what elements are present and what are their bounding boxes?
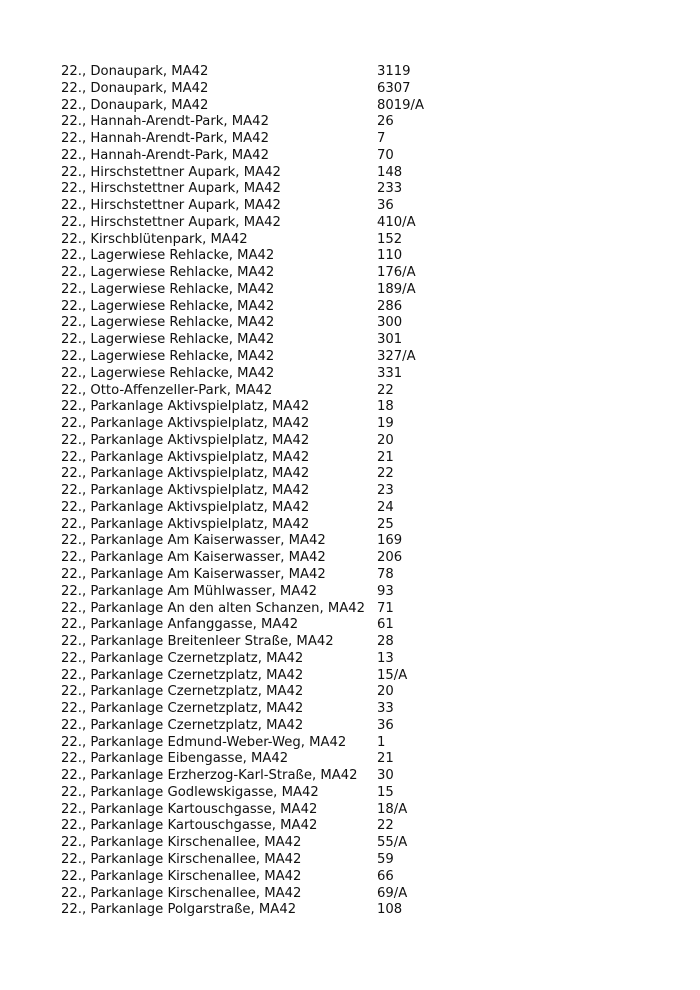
- location-text: 22., Hirschstettner Aupark, MA42: [61, 181, 281, 197]
- list-item: [61, 718, 661, 735]
- location-text: 22., Parkanlage Czernetzplatz, MA42: [61, 667, 304, 683]
- number-text: 233: [377, 181, 403, 197]
- list-item: [61, 349, 661, 366]
- list-item: [61, 215, 661, 232]
- location-text: 22., Lagerwiese Rehlacke, MA42: [61, 281, 275, 297]
- list-item: [61, 533, 661, 550]
- location-text: 22., Parkanlage Kirschenallee, MA42: [61, 868, 302, 884]
- location-text: 22., Donaupark, MA42: [61, 80, 209, 96]
- list-item: [61, 332, 661, 349]
- list-item: [61, 148, 661, 165]
- location-text: 22., Parkanlage Aktivspielplatz, MA42: [61, 466, 310, 482]
- list-item: [61, 399, 661, 416]
- location-text: 22., Parkanlage Czernetzplatz, MA42: [61, 701, 304, 717]
- list-item: [61, 483, 661, 500]
- list-item: [61, 64, 661, 81]
- list-item: [61, 902, 661, 919]
- location-text: 22., Parkanlage Aktivspielplatz, MA42: [61, 399, 310, 415]
- number-text: 24: [377, 499, 394, 515]
- list-item: [61, 818, 661, 835]
- number-text: 69/A: [377, 885, 408, 901]
- location-text: 22., Donaupark, MA42: [61, 64, 209, 79]
- number-text: 30: [377, 768, 394, 784]
- location-text: 22., Parkanlage Edmund-Weber-Weg, MA42: [61, 734, 347, 750]
- number-text: 22: [377, 818, 394, 834]
- list-item: [61, 517, 661, 534]
- number-text: 108: [377, 902, 403, 918]
- number-text: 22: [377, 382, 394, 398]
- number-text: 110: [377, 248, 403, 264]
- number-text: 21: [377, 751, 394, 767]
- list-item: [61, 802, 661, 819]
- list-item: [61, 131, 661, 148]
- location-text: 22., Parkanlage Am Kaiserwasser, MA42: [61, 566, 326, 582]
- number-text: 206: [377, 550, 403, 566]
- location-text: 22., Parkanlage Am Mühlwasser, MA42: [61, 583, 318, 599]
- list-item: [61, 852, 661, 869]
- list-item: [61, 601, 661, 618]
- number-text: 20: [377, 684, 394, 700]
- location-text: 22., Parkanlage Eibengasse, MA42: [61, 751, 289, 767]
- number-text: 36: [377, 198, 394, 214]
- list-item: [61, 835, 661, 852]
- number-text: 21: [377, 449, 394, 465]
- list-item: [61, 886, 661, 903]
- number-text: 8019/A: [377, 97, 425, 113]
- location-text: 22., Parkanlage Polgarstraße, MA42: [61, 902, 297, 918]
- location-text: 22., Parkanlage Breitenleer Straße, MA42: [61, 634, 334, 650]
- location-text: 22., Lagerwiese Rehlacke, MA42: [61, 298, 275, 314]
- location-text: 22., Parkanlage Am Kaiserwasser, MA42: [61, 550, 326, 566]
- number-text: 301: [377, 332, 403, 348]
- number-text: 22: [377, 466, 394, 482]
- list-item: [61, 181, 661, 198]
- number-text: 26: [377, 114, 394, 130]
- list-item: [61, 651, 661, 668]
- list-item: [61, 165, 661, 182]
- location-text: 22., Hannah-Arendt-Park, MA42: [61, 131, 269, 147]
- list-item: [61, 500, 661, 517]
- location-text: 22., Hirschstettner Aupark, MA42: [61, 164, 281, 180]
- list-item: [61, 383, 661, 400]
- location-text: 22., Lagerwiese Rehlacke, MA42: [61, 332, 275, 348]
- list-item: [61, 617, 661, 634]
- location-text: 22., Parkanlage Aktivspielplatz, MA42: [61, 416, 310, 432]
- location-text: 22., Parkanlage An den alten Schanzen, MA42: [61, 600, 366, 616]
- number-text: 19: [377, 416, 394, 432]
- number-text: 327/A: [377, 349, 416, 365]
- list-item: [61, 785, 661, 802]
- number-text: 152: [377, 231, 403, 247]
- list-item: [61, 299, 661, 316]
- location-text: 22., Parkanlage Anfanggasse, MA42: [61, 617, 299, 633]
- number-text: 176/A: [377, 265, 416, 281]
- location-text: 22., Lagerwiese Rehlacke, MA42: [61, 365, 275, 381]
- list-item: [61, 450, 661, 467]
- list-item: [61, 248, 661, 265]
- number-text: 61: [377, 617, 394, 633]
- list-item: [61, 634, 661, 651]
- location-text: 22., Hirschstettner Aupark, MA42: [61, 198, 281, 214]
- number-text: 36: [377, 717, 394, 733]
- number-text: 13: [377, 650, 394, 666]
- list-item: [61, 232, 661, 249]
- location-text: 22., Parkanlage Aktivspielplatz, MA42: [61, 516, 310, 532]
- document-list: [61, 64, 661, 919]
- location-text: 22., Parkanlage Kirschenallee, MA42: [61, 835, 302, 851]
- location-text: 22., Lagerwiese Rehlacke, MA42: [61, 248, 275, 264]
- location-text: 22., Parkanlage Kartouschgasse, MA42: [61, 801, 318, 817]
- list-item: [61, 315, 661, 332]
- list-item: [61, 668, 661, 685]
- list-item: [61, 466, 661, 483]
- location-text: 22., Otto-Affenzeller-Park, MA42: [61, 382, 273, 398]
- number-text: 70: [377, 147, 394, 163]
- number-text: 25: [377, 516, 394, 532]
- number-text: 410/A: [377, 214, 416, 230]
- location-text: 22., Parkanlage Kartouschgasse, MA42: [61, 818, 318, 834]
- list-item: [61, 701, 661, 718]
- location-text: 22., Parkanlage Aktivspielplatz, MA42: [61, 499, 310, 515]
- list-item: [61, 265, 661, 282]
- location-text: 22., Parkanlage Kirschenallee, MA42: [61, 885, 302, 901]
- list-item: [61, 768, 661, 785]
- number-text: 18/A: [377, 801, 408, 817]
- location-text: 22., Parkanlage Aktivspielplatz, MA42: [61, 449, 310, 465]
- location-text: 22., Donaupark, MA42: [61, 97, 209, 113]
- number-text: 23: [377, 483, 394, 499]
- location-text: 22., Lagerwiese Rehlacke, MA42: [61, 349, 275, 365]
- list-item: [61, 114, 661, 131]
- number-text: 331: [377, 365, 403, 381]
- number-text: 286: [377, 298, 403, 314]
- location-text: 22., Kirschblütenpark, MA42: [61, 231, 248, 247]
- location-text: 22., Hannah-Arendt-Park, MA42: [61, 147, 269, 163]
- number-text: 78: [377, 566, 394, 582]
- list-item: [61, 684, 661, 701]
- list-item: [61, 416, 661, 433]
- location-text: 22., Parkanlage Aktivspielplatz, MA42: [61, 432, 310, 448]
- number-text: 189/A: [377, 281, 416, 297]
- number-text: 28: [377, 634, 394, 650]
- number-text: 15: [377, 784, 394, 800]
- list-item: [61, 81, 661, 98]
- number-text: 71: [377, 600, 394, 616]
- list-item: [61, 751, 661, 768]
- location-text: 22., Parkanlage Czernetzplatz, MA42: [61, 650, 304, 666]
- list-item: [61, 735, 661, 752]
- list-item: [61, 282, 661, 299]
- location-text: 22., Hirschstettner Aupark, MA42: [61, 214, 281, 230]
- list-item: [61, 869, 661, 886]
- number-text: 1: [377, 734, 386, 750]
- location-text: 22., Hannah-Arendt-Park, MA42: [61, 114, 269, 130]
- number-text: 18: [377, 399, 394, 415]
- location-text: 22., Parkanlage Czernetzplatz, MA42: [61, 684, 304, 700]
- number-text: 55/A: [377, 835, 408, 851]
- number-text: 300: [377, 315, 403, 331]
- number-text: 33: [377, 701, 394, 717]
- list-item: [61, 567, 661, 584]
- number-text: 15/A: [377, 667, 408, 683]
- location-text: 22., Lagerwiese Rehlacke, MA42: [61, 265, 275, 281]
- number-text: 66: [377, 868, 394, 884]
- number-text: 148: [377, 164, 403, 180]
- number-text: 3119: [377, 64, 411, 79]
- number-text: 7: [377, 131, 386, 147]
- number-text: 20: [377, 432, 394, 448]
- location-text: 22., Parkanlage Godlewskigasse, MA42: [61, 784, 319, 800]
- location-text: 22., Parkanlage Kirschenallee, MA42: [61, 851, 302, 867]
- number-text: 6307: [377, 80, 411, 96]
- location-text: 22., Lagerwiese Rehlacke, MA42: [61, 315, 275, 331]
- number-text: 59: [377, 851, 394, 867]
- list-item: [61, 98, 661, 115]
- location-text: 22., Parkanlage Aktivspielplatz, MA42: [61, 483, 310, 499]
- list-item: [61, 584, 661, 601]
- list-item: [61, 366, 661, 383]
- list-item: [61, 550, 661, 567]
- list-item: [61, 433, 661, 450]
- number-text: 93: [377, 583, 394, 599]
- location-text: 22., Parkanlage Czernetzplatz, MA42: [61, 717, 304, 733]
- number-text: 169: [377, 533, 403, 549]
- list-item: [61, 198, 661, 215]
- location-text: 22., Parkanlage Am Kaiserwasser, MA42: [61, 533, 326, 549]
- location-text: 22., Parkanlage Erzherzog-Karl-Straße, MA42: [61, 768, 358, 784]
